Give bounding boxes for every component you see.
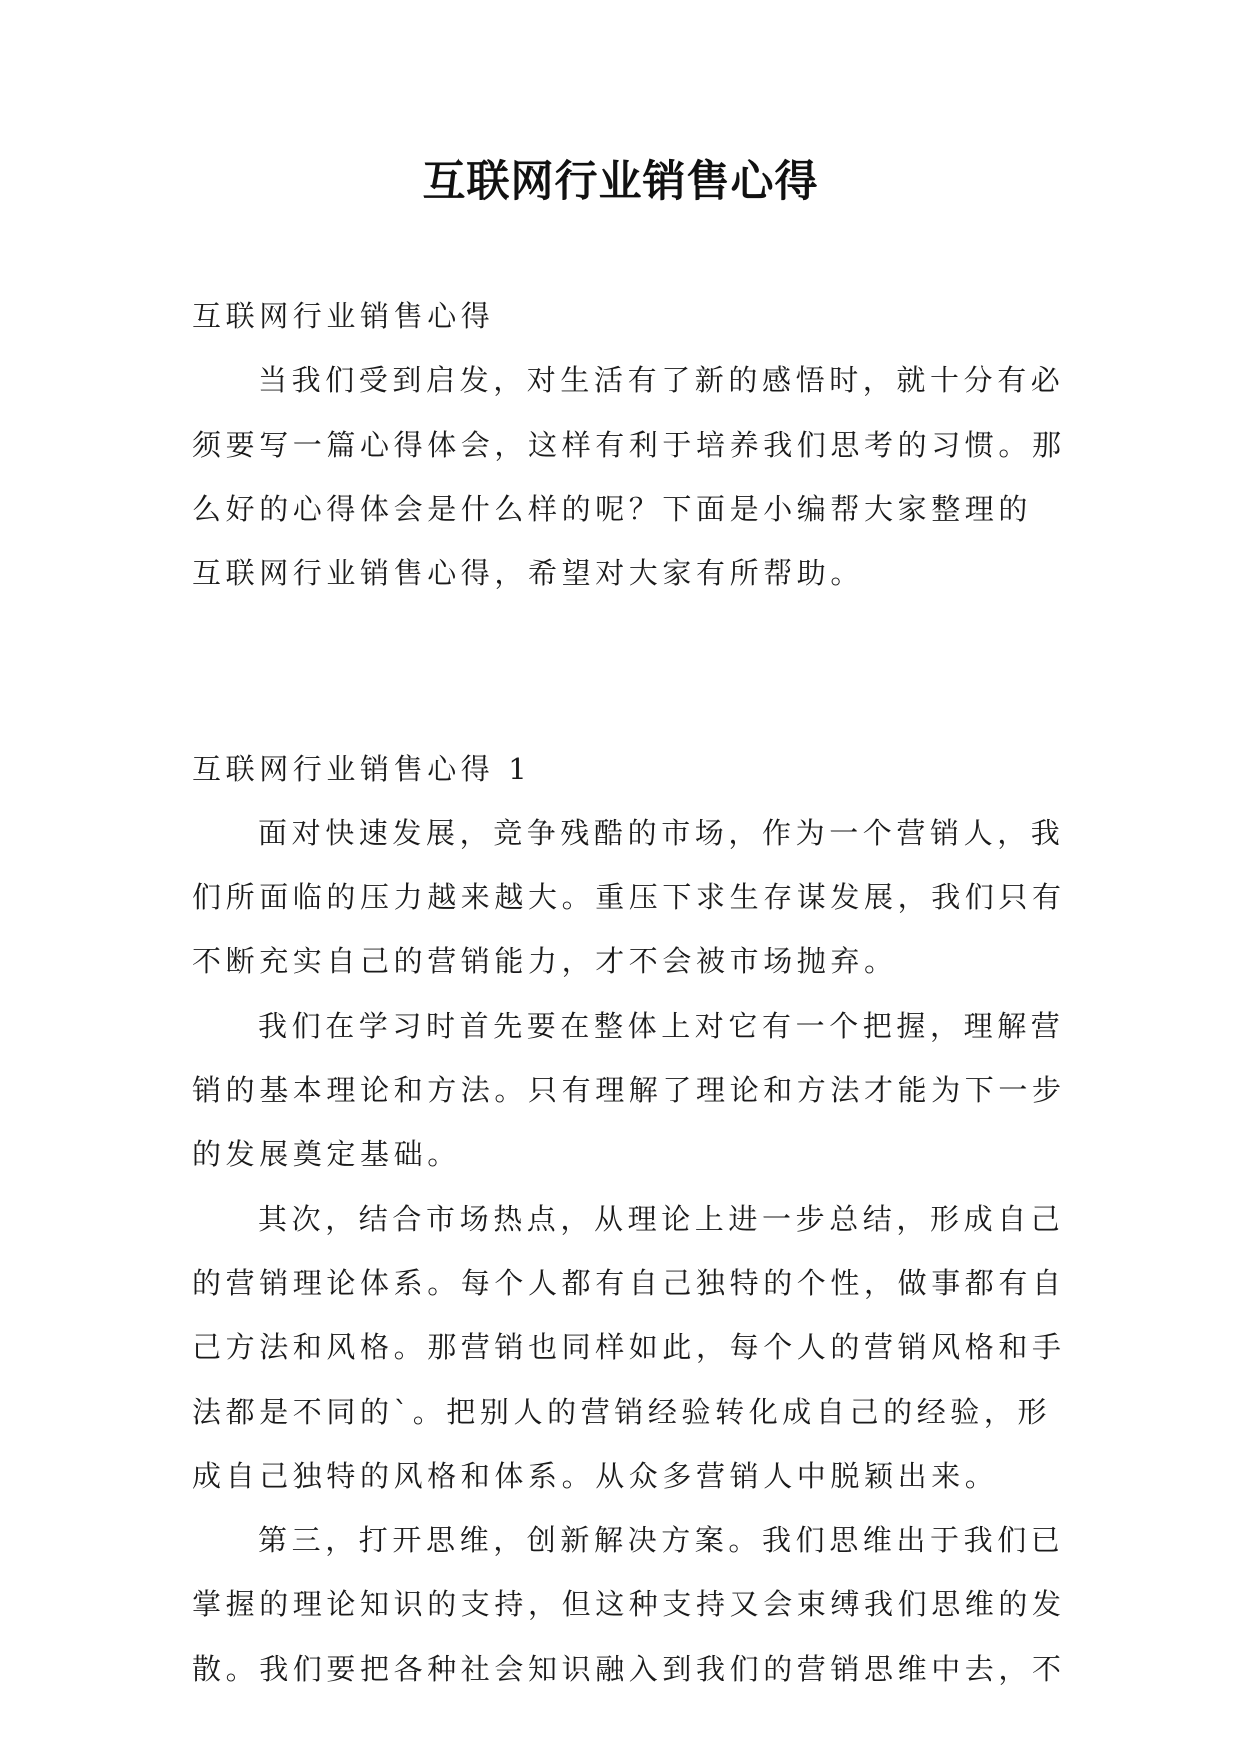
paragraph-line: 己方法和风格。那营销也同样如此，每个人的营销风格和手 [192,1330,1066,1365]
document-body [192,284,1066,1701]
paragraph-line: 的营销理论体系。每个人都有自己独特的个性，做事都有自 [192,1265,1066,1300]
section-heading: 互联网行业销售心得 1 [192,751,532,786]
paragraph-line: 法都是不同的`。把别人的营销经验转化成自己的经验，形 [192,1394,1052,1429]
paragraph-line: 第三，打开思维，创新解决方案。我们思维出于我们已 [258,1523,1065,1558]
section-paragraph [192,1508,1066,1701]
section-paragraph [192,994,1066,1187]
blank-line [192,670,1052,734]
section-paragraph [192,801,1066,994]
paragraph-line: 成自己独特的风格和体系。从众多营销人中脱颖出来。 [192,1458,999,1493]
paragraph-line: 须要写一篇心得体会，这样有利于培养我们思考的习惯。那 [192,427,1066,462]
paragraph-line: 们所面临的压力越来越大。重压下求生存谋发展，我们只有 [192,880,1066,915]
paragraph-line: 互联网行业销售心得，希望对大家有所帮助。 [192,556,865,591]
paragraph-line: 的发展奠定基础。 [192,1137,461,1172]
paragraph-line: 掌握的理论知识的支持，但这种支持又会束缚我们思维的发 [192,1587,1066,1622]
paragraph-line: 散。我们要把各种社会知识融入到我们的营销思维中去，不 [192,1651,1066,1686]
paragraph-line: 销的基本理论和方法。只有理解了理论和方法才能为下一步 [192,1073,1066,1108]
paragraph-line: 当我们受到启发，对生活有了新的感悟时，就十分有必 [258,363,1065,398]
intro-heading: 互联网行业销售心得 [192,299,495,333]
section-paragraph [192,1187,1066,1508]
paragraph-line: 其次，结合市场热点，从理论上进一步总结，形成自己 [258,1201,1065,1236]
blank-line [192,605,1052,669]
document-title: 互联网行业销售心得 [422,157,819,207]
paragraph-line: 么好的心得体会是什么样的呢？下面是小编帮大家整理的 [192,491,1033,526]
paragraph-line: 面对快速发展，竞争残酷的市场，作为一个营销人，我 [258,815,1065,850]
paragraph-line: 不断充实自己的营销能力，才不会被市场抛弃。 [192,944,898,979]
paragraph-line: 我们在学习时首先要在整体上对它有一个把握，理解营 [258,1008,1065,1043]
intro-paragraph [192,348,1066,605]
